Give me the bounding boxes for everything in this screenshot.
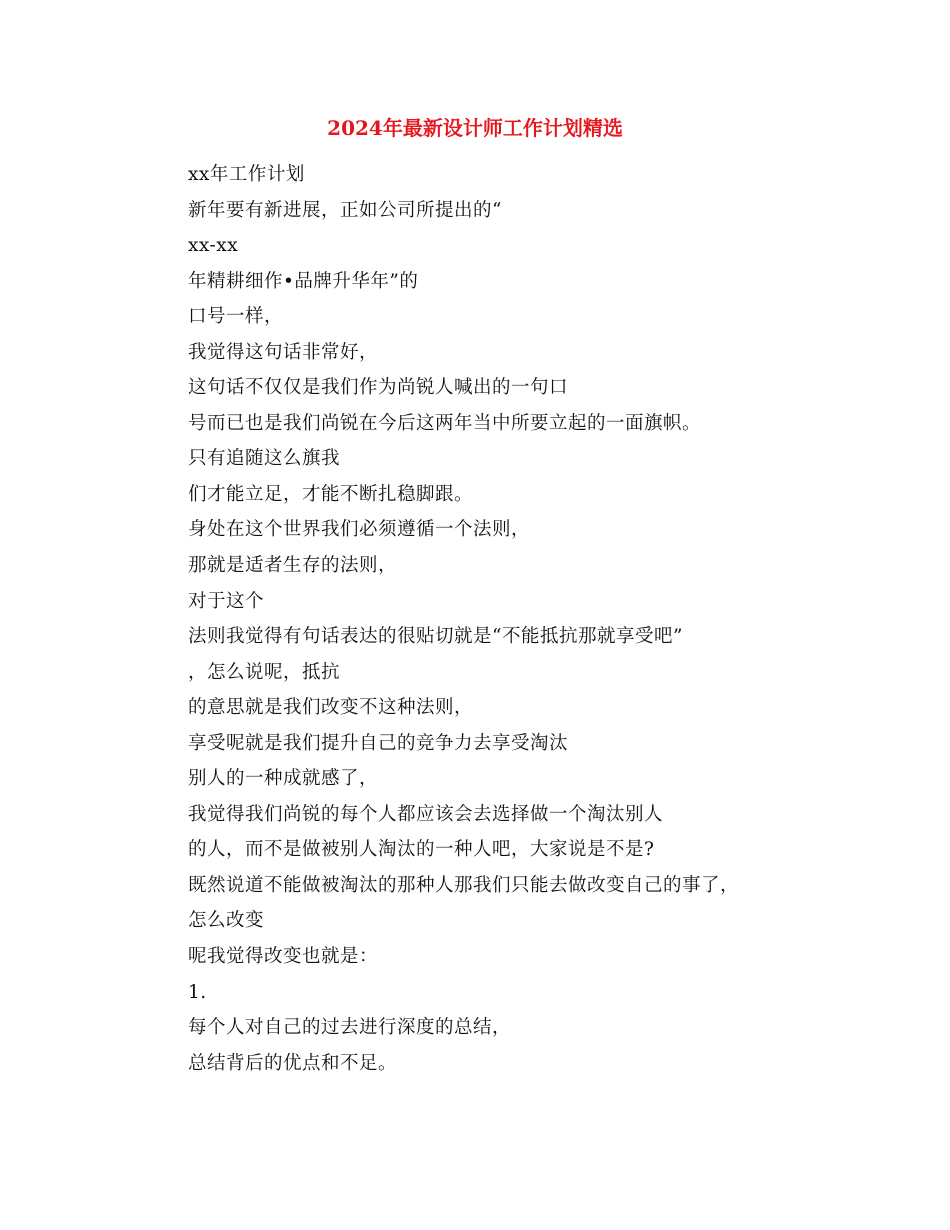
- document-body: [188, 157, 888, 1081]
- text-line: 的人，而不是做被别人淘汰的一种人吧，大家说是不是?: [188, 839, 655, 861]
- text-line: 这句话不仅仅是我们作为尚锐人喊出的一句口: [188, 377, 569, 399]
- text-line: 号而已也是我们尚锐在今后这两年当中所要立起的一面旗帜。: [188, 412, 702, 434]
- text-line: 年精耕细作•品牌升华年”的: [188, 270, 419, 292]
- text-line: 我觉得我们尚锐的每个人都应该会去选择做一个淘汰别人: [188, 803, 664, 825]
- text-line: 只有追随这么旗我: [188, 448, 341, 470]
- text-line: 既然说道不能做被淘汰的那种人那我们只能去做改变自己的事了，: [188, 874, 740, 896]
- text-line: 总结背后的优点和不足。: [188, 1052, 398, 1074]
- text-line: xx年工作计划: [188, 164, 305, 185]
- text-line: 1.: [188, 981, 207, 1003]
- text-line: xx-xx: [188, 235, 239, 257]
- text-line: 口号一样，: [188, 306, 284, 328]
- text-line: 法则我觉得有句话表达的很贴切就是“不能抵抗那就享受吧”: [188, 626, 683, 648]
- text-line: 别人的一种成就感了，: [188, 768, 379, 790]
- text-line: 对于这个: [188, 590, 265, 612]
- text-line: 享受呢就是我们提升自己的竞争力去享受淘汰: [188, 732, 569, 754]
- text-line: 新年要有新进展，正如公司所提出的“: [188, 199, 502, 221]
- text-line: 身处在这个世界我们必须遵循一个法则，: [188, 519, 531, 541]
- text-line: 怎么改变: [188, 910, 265, 932]
- text-line: 们才能立足，才能不断扎稳脚跟。: [188, 483, 474, 505]
- text-line: ，怎么说呢，抵抗: [188, 661, 341, 683]
- text-line: 我觉得这句话非常好，: [188, 341, 379, 363]
- text-line: 的意思就是我们改变不这种法则，: [188, 697, 474, 719]
- text-line: 那就是适者生存的法则，: [188, 555, 398, 577]
- document-title: 2024年最新设计师工作计划精选: [327, 116, 623, 140]
- text-line: 每个人对自己的过去进行深度的总结，: [188, 1017, 512, 1039]
- text-line: 呢我觉得改变也就是：: [188, 946, 379, 968]
